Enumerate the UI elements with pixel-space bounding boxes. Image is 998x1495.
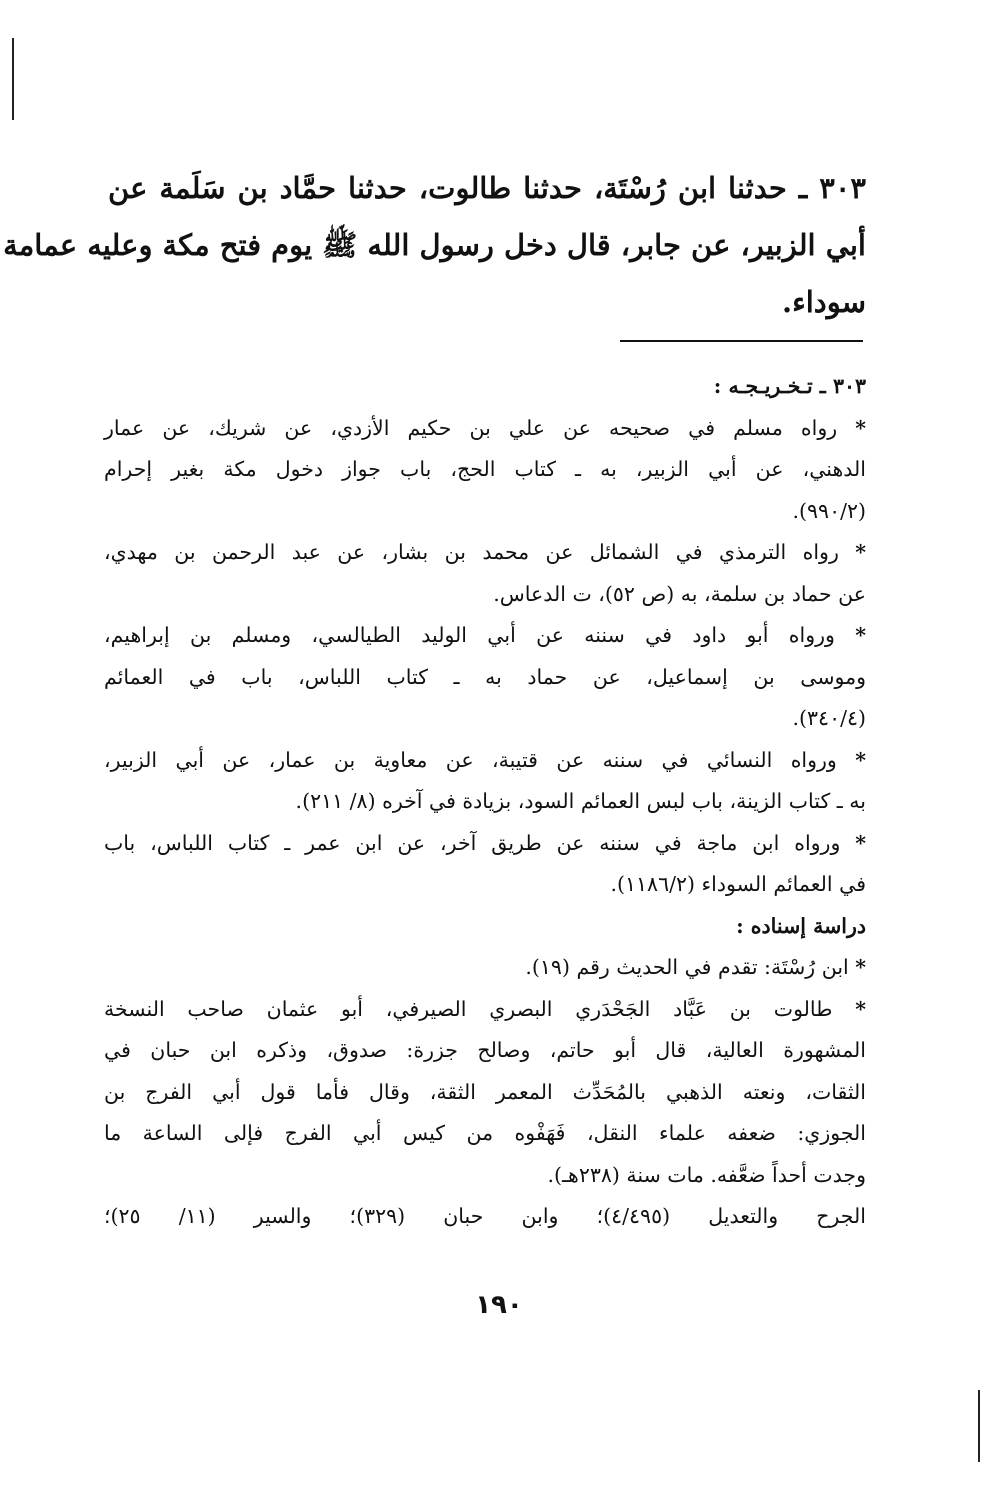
dirasa-entry-line: المشهورة العالية، قال أبو حاتم، وصالح جزرة: صدوق، وذكره ابن حبان في [104, 1038, 866, 1062]
takhrij-entry-line: * ورواه النسائي في سننه عن قتيبة، عن معاوية بن عمار، عن أبي الزبير، [104, 747, 866, 772]
takhrij-entry-line: الدهني، عن أبي الزبير، به ـ كتاب الحج، باب جواز دخول مكة بغير إحرام [104, 457, 866, 481]
takhrij-entry-line: به ـ كتاب الزينة، باب لبس العمائم السود، بزيادة في آخره (٨/ ٢١١). [295, 789, 866, 813]
scan-edge-line-top [12, 38, 14, 120]
scan-edge-line-bottom [978, 1390, 980, 1462]
takhrij-entry-line: عن حماد بن سلمة، به (ص ٥٢)، ت الدعاس. [493, 581, 866, 606]
hadith-line: سوداء. [782, 285, 866, 319]
dirasa-entry-line: * ابن رُسْتَة: تقدم في الحديث رقم (١٩). [525, 955, 866, 979]
takhrij-entry-line: في العمائم السوداء (١١٨٦/٢). [610, 872, 866, 896]
footnote-divider [620, 340, 863, 342]
dirasa-entry-line: وجدت أحداً ضعَّفه. مات سنة (٢٣٨هـ). [547, 1162, 866, 1187]
dirasa-entry-line: * طالوت بن عَبَّاد الجَحْدَري البصري الصيرفي، أبو عثمان صاحب النسخة [104, 996, 866, 1021]
hadith-line: أبي الزبير، عن جابر، قال دخل رسول الله ﷺ يوم فتح مكة وعليه عمامة [3, 228, 866, 262]
page-number: ١٩٠ [475, 1290, 523, 1320]
bullet-star: * [855, 955, 866, 979]
bullet-star: * [855, 747, 866, 772]
bullet-star: * [855, 623, 866, 647]
footnotes [104, 366, 866, 1238]
takhrij-entry-line: * ورواه أبو داود في سننه عن أبي الوليد الطيالسي، ومسلم بن إبراهيم، [104, 623, 866, 647]
dirasa-trailing-line: الجرح والتعديل (٤/٤٩٥)؛ وابن حبان (٣٢٩)؛ والسير (١١/ ٢٥)؛ [104, 1204, 866, 1228]
bullet-star: * [855, 830, 866, 855]
takhrij-entry-line: (٣٤٠/٤). [792, 706, 866, 730]
dirasa-entry-line: الثقات، ونعته الذهبي بالمُحَدِّث المعمر الثقة، وقال فأما قول أبي الفرج بن [104, 1079, 866, 1104]
dirasa-heading: دراسة إسناده : [736, 913, 866, 938]
bullet-star: * [855, 996, 866, 1021]
dirasa-entry-line: الجوزي: ضعفه علماء النقل، فَهَفْوه من كيس أبي الفرج فإلى الساعة ما [104, 1121, 866, 1145]
takhrij-entry-line: (٩٩٠/٢). [792, 498, 866, 523]
bullet-star: * [855, 540, 866, 564]
takhrij-entry-line: * رواه الترمذي في الشمائل عن محمد بن بشار، عن عبد الرحمن بن مهدي، [104, 540, 866, 564]
bullet-star: * [855, 415, 866, 440]
takhrij-entry-line: * رواه مسلم في صحيحه عن علي بن حكيم الأزدي، عن شريك، عن عمار [104, 415, 866, 440]
hadith-line: ٣٠٣ ـ حدثنا ابن رُسْتَة، حدثنا طالوت، حدثنا حمَّاد بن سَلَمة عن [108, 171, 866, 205]
takhrij-entry-line: وموسى بن إسماعيل، عن حماد به ـ كتاب اللباس، باب في العمائم [104, 664, 866, 689]
takhrij-entry-line: * ورواه ابن ماجة في سننه عن طريق آخر، عن ابن عمر ـ كتاب اللباس، باب [104, 830, 866, 855]
takhrij-heading: ٣٠٣ ـ تـخـريـجـه : [713, 374, 866, 398]
hadith-text [3, 160, 866, 331]
